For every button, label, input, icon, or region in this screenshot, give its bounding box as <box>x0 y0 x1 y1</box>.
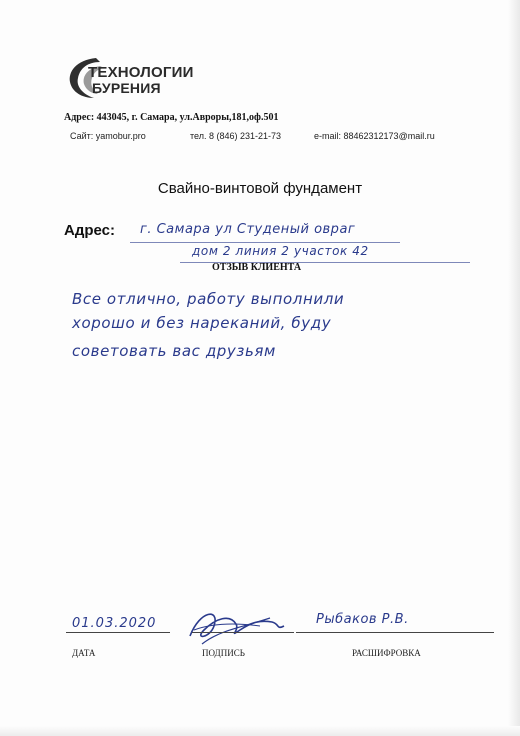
signature-scribble <box>180 600 290 650</box>
address-handwritten-line1: г. Самара ул Студеный овраг <box>140 222 356 237</box>
caption-decode: РАСШИФРОВКА <box>352 648 421 658</box>
signature-line <box>192 632 294 633</box>
company-logo <box>66 52 206 102</box>
date-handwritten: 01.03.2020 <box>72 616 157 631</box>
review-text-line3: советовать вас друзьям <box>72 342 276 360</box>
review-text-line2: хорошо и без нареканий, буду <box>72 314 332 332</box>
company-phone: тел. 8 (846) 231-21-73 <box>190 131 282 141</box>
decode-line <box>296 632 494 633</box>
review-heading: ОТЗЫВ КЛИЕНТА <box>212 262 302 273</box>
caption-signature: ПОДПИСЬ <box>202 648 245 658</box>
review-text-line1: Все отлично, работу выполнили <box>72 290 345 308</box>
logo-text-line1: ТЕХНОЛОГИИ <box>88 64 194 81</box>
address-underline-1 <box>130 242 400 243</box>
address-label: Адрес: <box>64 222 115 239</box>
date-line <box>66 632 170 633</box>
page-edge-shadow-bottom <box>0 726 520 736</box>
document-title: Свайно-винтовой фундамент <box>157 180 363 197</box>
caption-date: ДАТА <box>72 648 96 658</box>
company-email: e-mail: 88462312173@mail.ru <box>314 131 435 141</box>
address-handwritten-line2: дом 2 линия 2 участок 42 <box>192 244 369 258</box>
page-edge-shadow <box>508 0 520 736</box>
logo-text-line2: БУРЕНИЯ <box>92 80 161 96</box>
company-address: Адрес: 443045, г. Самара, ул.Авроры,181,оф.501 <box>64 112 279 123</box>
name-handwritten: Рыбаков Р.В. <box>316 612 409 627</box>
company-site: Сайт: yamobur.pro <box>70 131 146 141</box>
